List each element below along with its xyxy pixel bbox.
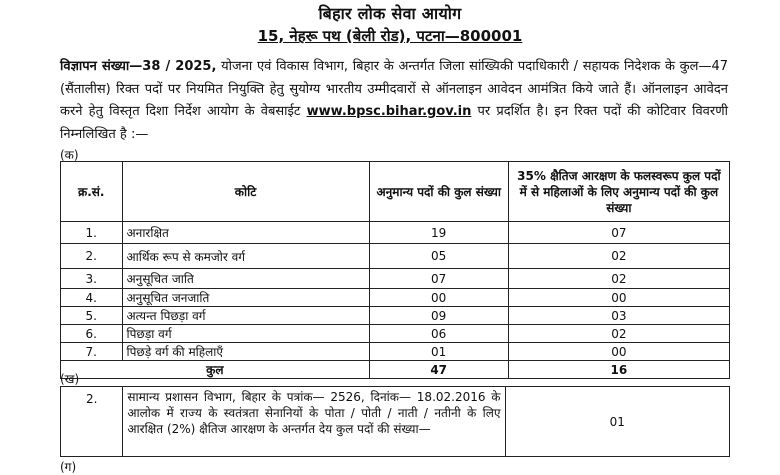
table-header-row [61,162,730,222]
row-description: सामान्य प्रशासन विभाग, बिहार के पत्रांक— 2526, दिनांक— 18.02.2016 के आलोक में राज्य के स्वतंत्रता सेनानियों के पोता / पोती / नाती / नतीनी के लिए आरक्षित (2%) क्षैतिज आरक्षण के अन्तर्गत देय कुल पदों की संख्या— [123,387,505,457]
section-c-marker: (ग) [60,460,77,474]
row-sn: 7. [61,343,123,361]
row-sn: 1. [61,222,123,244]
row-sn: 2. [61,387,123,457]
row-category: आर्थिक रूप से कमजोर वर्ग [122,244,369,269]
intro-tail: पर प्रदर्शित है। इन रिक्त पदों की कोटिवार विवरणी निम्नलिखित है :— [60,104,728,142]
commission-address: 15, नेहरू पथ (बेली रोड), पटना—800001 [257,27,523,45]
row-sn: 4. [61,289,123,307]
total-row [61,361,730,379]
advertisement-intro [60,56,728,146]
row-category: अत्यन्त पिछड़ा वर्ग [122,307,369,325]
total-posts: 47 [369,361,508,379]
advertisement-number: विज्ञापन संख्या—38 / 2025, [60,59,217,74]
freedom-fighter-table [60,386,730,457]
row-women: 02 [508,325,729,343]
row-category: अनारक्षित [122,222,369,244]
row-posts: 01 [369,343,508,361]
header-posts: अनुमान्य पदों की कुल संख्या [369,162,508,222]
row-sn: 2. [61,244,123,269]
row-sn: 6. [61,325,123,343]
header-category: कोटि [122,162,369,222]
section-b-marker: (ख) [60,372,80,386]
row-posts: 06 [369,325,508,343]
table-row [61,222,730,244]
section-a-marker: (क) [60,148,79,162]
row-posts: 00 [369,289,508,307]
header-women: 35% क्षैतिज आरक्षण के फलस्वरूप कुल पदों में से महिलाओं के लिए अनुमान्य पदों की कुल संख्या [508,162,729,222]
row-category: अनुसूचित जाति [122,269,369,289]
table-row [61,387,730,457]
row-category: पिछड़ा वर्ग [122,325,369,343]
row-posts: 09 [369,307,508,325]
row-women: 07 [508,222,729,244]
row-posts: 19 [369,222,508,244]
row-women: 00 [508,289,729,307]
row-sn: 5. [61,307,123,325]
intro-body: योजना एवं विकास विभाग, बिहार के अन्तर्गत जिला सांख्यिकी पदाधिकारी / सहायक निदेशक के कुल—47 (सैंतालीस) रिक्त पदों पर नियमित नियुक्ति हेतु सुयोग्य भारतीय उम्मीदवारों से ऑनलाइन आवेदन आमंत्रित किये जाते हैं। ऑनलाइन आवेदन करने हेतु विस्तृत दिशा निर्देश आयोग के वेबसाईट [60,59,728,119]
commission-title: बिहार लोक सेवा आयोग [318,4,462,23]
row-category: पिछड़े वर्ग की महिलाएँ [122,343,369,361]
row-women: 00 [508,343,729,361]
header-sn: क्र.सं. [61,162,123,222]
row-category: अनुसूचित जनजाति [122,289,369,307]
row-women: 02 [508,269,729,289]
website-link[interactable]: www.bpsc.bihar.gov.in [306,104,472,119]
row-women: 02 [508,244,729,269]
table-row [61,343,730,361]
total-label: कुल [61,361,370,379]
table-row [61,269,730,289]
row-posts: 07 [369,269,508,289]
category-table [60,161,730,379]
table-row [61,289,730,307]
row-posts: 05 [369,244,508,269]
total-women: 16 [508,361,729,379]
row-value: 01 [505,387,729,457]
row-women: 03 [508,307,729,325]
row-sn: 3. [61,269,123,289]
table-row [61,325,730,343]
table-row [61,307,730,325]
table-row [61,244,730,269]
